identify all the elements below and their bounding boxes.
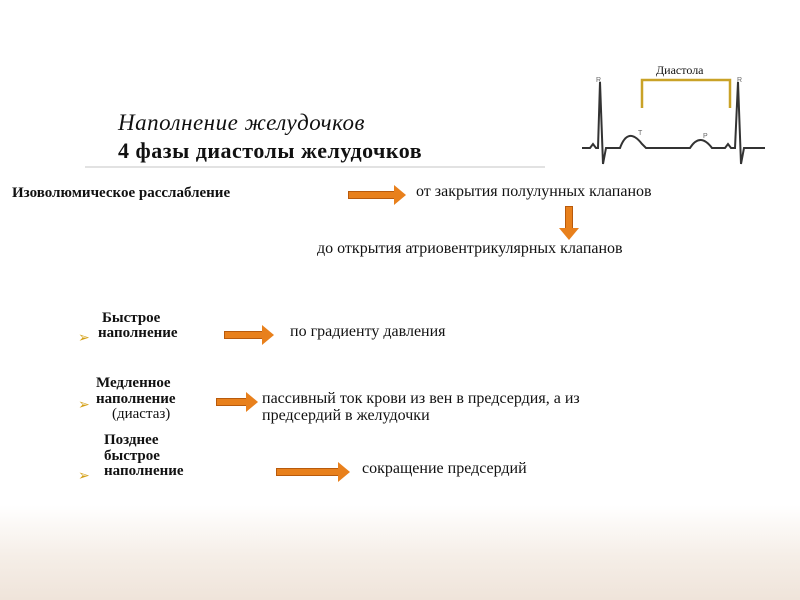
phase3-description-line2: предсердий в желудочки [262,407,430,424]
diastole-bracket [642,80,730,108]
phase2-arrow-icon [224,325,274,345]
phase4-label-line1: Позднее [104,432,159,448]
phase4-description: сокращение предсердий [362,460,527,477]
page-subtitle: 4 фазы диастолы желудочков [118,138,423,163]
ecg-trace [582,82,765,164]
phase3-description-line1: пассивный ток крови из вен в предсердия, а из [262,390,580,407]
phase2-label-line1: Быстрое [102,310,161,326]
phase1-down-arrow-icon [559,206,579,240]
phase1-description-end: до открытия атриовентрикулярных клапанов [317,240,623,257]
phase2-description: по градиенту давления [290,323,446,340]
phase4-label-line2: быстрое [104,448,160,464]
wave-label-r2: R [737,77,743,84]
phase4-bullet-icon: ➢ [78,468,90,484]
ecg-diagram [580,60,780,170]
diastole-label: Диастола [656,63,704,77]
phase1-description-start: от закрытия полулунных клапанов [416,183,652,200]
phase4-label-line3: наполнение [104,463,184,479]
phase2-label-line2: наполнение [98,325,178,341]
phase3-label-line1: Медленное [96,375,171,391]
phase3-label-line3: (диастаз) [112,406,171,422]
title-divider [85,166,545,168]
phase3-label-line2: наполнение [96,391,176,407]
phase3-bullet-icon: ➢ [78,397,90,413]
phase3-arrow-icon [216,392,258,412]
phase1-label: Изоволюмическое расслабление [12,185,231,201]
page-title: Наполнение желудочков [118,110,366,135]
phase1-arrow-icon [348,185,406,205]
bottom-fade [0,505,800,600]
phase4-arrow-icon [276,462,350,482]
wave-label-p: P [703,133,708,140]
wave-label-r1: R [596,77,602,84]
wave-label-t: T [638,130,643,137]
phase2-bullet-icon: ➢ [78,330,90,346]
